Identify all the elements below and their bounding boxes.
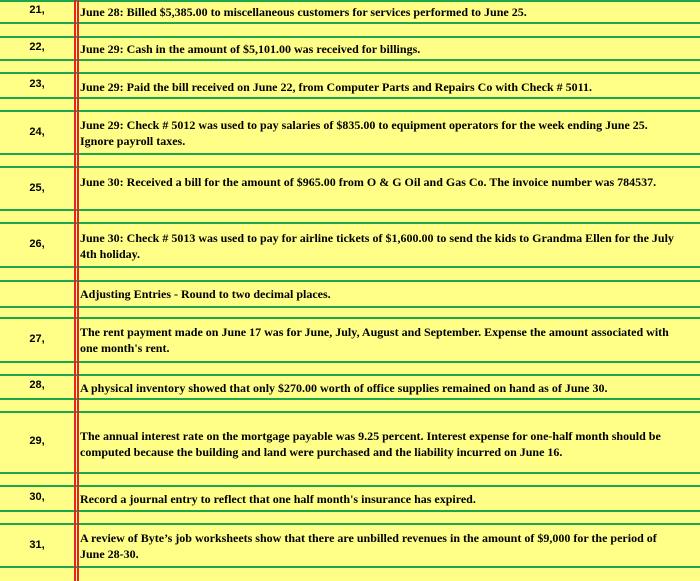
entry-text: June 29: Cash in the amount of $5,101.00 was received for billings. bbox=[80, 42, 421, 56]
rule-line bbox=[0, 59, 700, 61]
rule-line bbox=[0, 306, 700, 308]
entry-number: 25, bbox=[29, 182, 45, 194]
entry-number: 22, bbox=[29, 41, 45, 53]
rule-line bbox=[0, 566, 700, 568]
entry-text: The rent payment made on June 17 was for June, July, August and September. Expense the amount associated with one month's rent. bbox=[80, 325, 669, 355]
margin-line bbox=[74, 0, 76, 581]
rule-line bbox=[0, 153, 700, 155]
rule-line bbox=[0, 472, 700, 474]
entry-text: June 29: Paid the bill received on June 22, from Computer Parts and Repairs Co with Check # 5011. bbox=[80, 80, 592, 94]
rule-line bbox=[0, 110, 700, 112]
entry-number: 26, bbox=[29, 238, 45, 250]
rule-line bbox=[0, 411, 700, 413]
entry-number: 31, bbox=[29, 539, 45, 551]
rule-line bbox=[0, 222, 700, 224]
rule-line bbox=[0, 36, 700, 38]
rule-line bbox=[0, 22, 700, 24]
entry-number: 24, bbox=[29, 126, 45, 138]
entry-text: June 28: Billed $5,385.00 to miscellaneous customers for services performed to June 25. bbox=[80, 5, 527, 19]
entry-number: 30, bbox=[29, 491, 45, 503]
rule-line bbox=[0, 510, 700, 512]
entry-number: 28, bbox=[29, 379, 45, 391]
rule-line bbox=[0, 0, 700, 2]
rule-line bbox=[0, 280, 700, 282]
entry-number: 27, bbox=[29, 333, 45, 345]
entry-text: June 30: Received a bill for the amount of $965.00 from O & G Oil and Gas Co. The invoice number was 784537. bbox=[80, 175, 657, 189]
rule-line bbox=[0, 361, 700, 363]
rule-line bbox=[0, 317, 700, 319]
rule-line bbox=[0, 166, 700, 168]
section-heading: Adjusting Entries - Round to two decimal places. bbox=[80, 287, 331, 301]
entry-text: Record a journal entry to reflect that one half month's insurance has expired. bbox=[80, 492, 476, 506]
rule-line bbox=[0, 266, 700, 268]
rule-line bbox=[0, 374, 700, 376]
entry-text: The annual interest rate on the mortgage payable was 9.25 percent. Interest expense for one-half month should be computed because the building and land were purchased and the liability incurred on June 16. bbox=[80, 429, 661, 459]
rule-line bbox=[0, 523, 700, 525]
entry-text: A review of Byte’s job worksheets show that there are unbilled revenues in the amount of $9,000 for the period of June 28-30. bbox=[80, 531, 657, 561]
entry-text: June 30: Check # 5013 was used to pay for airline tickets of $1,600.00 to send the kids to Grandma Ellen for the July 4th holiday. bbox=[80, 231, 674, 261]
rule-line bbox=[0, 72, 700, 74]
entry-text: A physical inventory showed that only $270.00 worth of office supplies remained on hand as of June 30. bbox=[80, 381, 608, 395]
rule-line bbox=[0, 209, 700, 211]
entry-number: 29, bbox=[29, 435, 45, 447]
rule-line bbox=[0, 97, 700, 99]
entry-text: June 29: Check # 5012 was used to pay salaries of $835.00 to equipment operators for the week ending June 25. Ignore payroll taxes. bbox=[80, 118, 648, 148]
entry-number: 23, bbox=[29, 78, 45, 90]
margin-line bbox=[77, 0, 79, 581]
rule-line bbox=[0, 398, 700, 400]
entry-number: 21, bbox=[29, 4, 45, 16]
rule-line bbox=[0, 485, 700, 487]
